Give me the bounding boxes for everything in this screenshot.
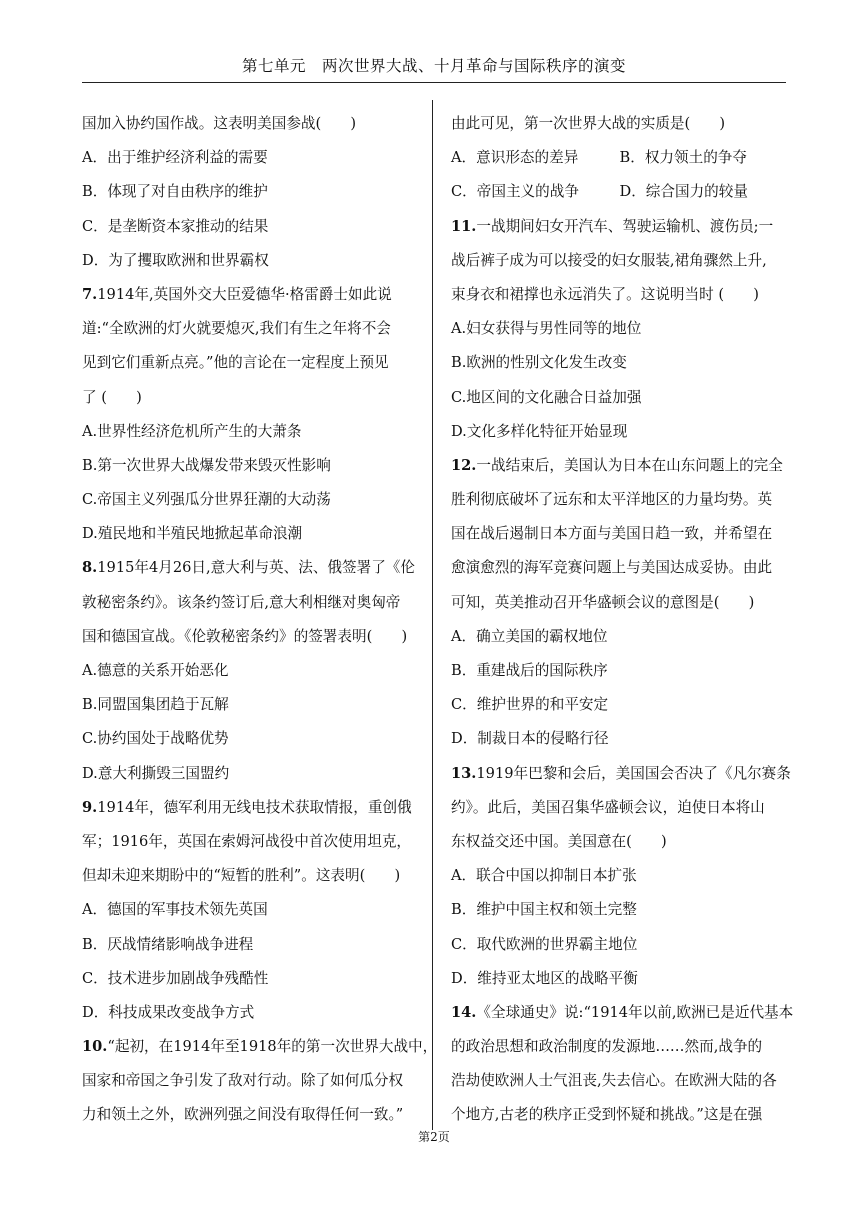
- line-text: B.欧洲的性别文化发生改变: [451, 354, 627, 372]
- left-text-line: [82, 415, 424, 449]
- line-text: A.德意的关系开始恶化: [82, 662, 229, 679]
- line-text: 但却未迎来期盼中的“短暂的胜利”。这表明( ): [82, 867, 401, 885]
- right-text-line: [451, 1064, 788, 1098]
- line-text: 战后裤子成为可以接受的妇女服装,裙角骤然上升,: [451, 251, 767, 269]
- line-text: D．维持亚太地区的战略平衡: [451, 969, 638, 987]
- line-text: 《全球通史》说:“1914年以前,欧洲已是近代基本: [476, 1003, 794, 1021]
- line-text: D.殖民地和半殖民地掀起革命浪潮: [82, 525, 303, 543]
- left-text-line: [82, 996, 424, 1030]
- line-text: 胜利彻底破坏了远东和太平洋地区的力量均势。英: [451, 491, 773, 509]
- line-text: A.妇女获得与男性同等的地位: [451, 320, 642, 338]
- left-text-line: [82, 654, 424, 688]
- page-header: 第七单元 两次世界大战、十月革命与国际秩序的演变: [241, 57, 626, 75]
- left-text-line: [82, 278, 424, 312]
- left-text-line: [82, 175, 424, 209]
- line-text: B．体现了对自由秩序的维护: [82, 183, 268, 201]
- line-text: C．技术进步加剧战争残酷性: [82, 969, 269, 987]
- question-number: 12.: [451, 456, 477, 474]
- line-text: 约》。此后，美国召集华盛顿会议，迫使日本将山: [451, 798, 765, 816]
- line-text: 东权益交还中国。美国意在( ): [451, 832, 667, 850]
- left-text-line: [82, 551, 424, 585]
- line-text: 了 ( ): [82, 388, 142, 406]
- line-text: A．确立美国的霸权地位: [451, 627, 608, 645]
- left-text-line: [82, 449, 424, 483]
- option-text: C．帝国主义的战争: [451, 183, 579, 201]
- right-text-line: [451, 551, 788, 585]
- question-number: 7.: [82, 285, 98, 303]
- line-text: 见到它们重新点亮。”他的言论在一定程度上预见: [82, 354, 389, 372]
- left-text-line: [82, 346, 424, 380]
- left-text-line: [82, 688, 424, 722]
- right-text-line: [451, 586, 788, 620]
- line-text: 浩劫使欧洲人士气沮丧,失去信心。在欧洲大陆的各: [451, 1072, 777, 1090]
- right-text-line: [451, 893, 788, 927]
- line-text: D.文化多样化特征开始显现: [451, 422, 628, 440]
- left-text-line: [82, 791, 424, 825]
- right-text-line: [451, 757, 791, 791]
- line-text: A.世界性经济危机所产生的大萧条: [82, 422, 302, 440]
- left-text-line: [82, 210, 424, 244]
- right-text-line: [451, 483, 788, 517]
- line-text: 由此可见，第一次世界大战的实质是( ): [451, 115, 726, 132]
- left-text-line: [82, 928, 424, 962]
- right-text-line: [451, 381, 788, 415]
- question-number: 13.: [451, 764, 477, 782]
- left-text-line: [82, 107, 424, 141]
- right-column: [451, 107, 794, 1133]
- left-text-line: [82, 586, 424, 620]
- right-text-line: [451, 722, 788, 756]
- left-text-line: [82, 962, 424, 996]
- line-text: 敦秘密条约》。该条约签订后,意大利相继对奥匈帝: [82, 593, 401, 611]
- left-text-line: [82, 893, 424, 927]
- right-text-line: [451, 517, 788, 551]
- line-text: 一战结束后，美国认为日本在山东问题上的完全: [476, 456, 783, 474]
- left-text-line: [82, 381, 424, 415]
- line-text: 愈演愈烈的海军竞赛问题上与美国达成妥协。由此: [451, 559, 773, 577]
- left-text-line: [82, 483, 424, 517]
- right-text-line: [451, 107, 788, 141]
- question-number: 11.: [451, 217, 477, 235]
- page-number: 第2页: [418, 1130, 450, 1144]
- line-text: D.意大利撕毁三国盟约: [82, 764, 230, 782]
- right-text-line: [451, 791, 788, 825]
- line-text: 1915年4月26日,意大利与英、法、俄签署了《伦: [97, 559, 415, 577]
- line-text: B．重建战后的国际秩序: [451, 662, 608, 679]
- left-text-line: [82, 244, 424, 278]
- line-text: 国在战后遏制日本方面与美国日趋一致，并希望在: [451, 525, 773, 543]
- option-text: B．权力领土的争夺: [619, 149, 747, 167]
- right-text-line: [451, 210, 788, 244]
- line-text: C.地区间的文化融合日益加强: [451, 388, 642, 406]
- line-text: C.协约国处于战略优势: [82, 730, 229, 748]
- question-number: 14.: [451, 1003, 477, 1021]
- question-number: 9.: [82, 798, 98, 816]
- left-text-line: [82, 312, 424, 346]
- right-text-line: [451, 825, 788, 859]
- right-text-line: [451, 449, 788, 483]
- line-text: A．德国的军事技术领先英国: [82, 901, 268, 919]
- line-text: 军；1916年，英国在索姆河战役中首次使用坦克，: [82, 832, 412, 850]
- left-text-line: [82, 620, 424, 654]
- right-text-line: [451, 244, 788, 278]
- line-text: C．取代欧洲的世界霸主地位: [451, 935, 638, 953]
- line-text: 1914年,英国外交大臣爱德华·格雷爵士如此说: [97, 285, 392, 303]
- line-text: 1914年，德军利用无线电技术获取情报，重创俄: [97, 798, 412, 816]
- line-text: 束身衣和裙撑也永远消失了。这说明当时 ( ): [451, 285, 759, 303]
- right-text-line: [451, 620, 788, 654]
- option-text: D．综合国力的较量: [619, 183, 748, 201]
- left-text-line: [82, 859, 424, 893]
- line-text: 1919年巴黎和会后，美国国会否决了《凡尔赛条: [476, 764, 791, 782]
- right-text-line: [451, 415, 788, 449]
- right-text-line: [451, 928, 788, 962]
- question-number: 8.: [82, 559, 98, 577]
- line-text: B．维护中国主权和领土完整: [451, 901, 637, 919]
- header-rule: [82, 82, 786, 83]
- line-text: 的政治思想和政治制度的发源地……然而,战争的: [451, 1038, 763, 1056]
- right-text-line: [451, 141, 788, 175]
- right-text-line: [451, 654, 788, 688]
- option-text: A．意识形态的差异: [451, 149, 579, 167]
- right-text-line: [451, 688, 788, 722]
- left-text-line: [82, 825, 424, 859]
- column-divider: [432, 100, 433, 1130]
- left-column: [82, 107, 438, 1133]
- left-text-line: [82, 1064, 424, 1098]
- line-text: “起初，在1914年至1918年的第一次世界大战中，: [107, 1038, 438, 1056]
- line-text: 可知，英美推动召开华盛顿会议的意图是( ): [451, 593, 755, 611]
- line-text: A．出于维护经济利益的需要: [82, 149, 268, 167]
- line-text: 一战期间妇女开汽车、驾驶运输机、渡伤员;一: [476, 217, 774, 235]
- line-text: 国家和帝国之争引发了敌对行动。除了如何瓜分权: [82, 1072, 404, 1090]
- right-text-line: [451, 996, 794, 1030]
- left-text-line: [82, 1030, 438, 1064]
- right-text-line: [451, 859, 788, 893]
- line-text: 道:“全欧洲的灯火就要熄灭,我们有生之年将不会: [82, 320, 391, 338]
- left-text-line: [82, 722, 424, 756]
- right-text-line: [451, 346, 788, 380]
- right-text-line: [451, 962, 788, 996]
- line-text: C．是垄断资本家推动的结果: [82, 217, 269, 235]
- line-text: 个地方,古老的秩序正受到怀疑和挑战。”这是在强: [451, 1106, 763, 1124]
- line-text: 国和德国宣战。《伦敦秘密条约》的签署表明( ): [82, 627, 408, 645]
- line-text: D．为了攫取欧洲和世界霸权: [82, 251, 269, 269]
- line-text: D．制裁日本的侵略行径: [451, 730, 609, 748]
- left-text-line: [82, 757, 424, 791]
- line-text: A．联合中国以抑制日本扩张: [451, 867, 637, 885]
- right-text-line: [451, 312, 788, 346]
- left-text-line: [82, 141, 424, 175]
- line-text: 国加入协约国作战。这表明美国参战( ): [82, 115, 357, 132]
- right-text-line: [451, 278, 788, 312]
- line-text: 力和领土之外，欧洲列强之间没有取得任何一致。”: [82, 1106, 404, 1124]
- left-text-line: [82, 517, 424, 551]
- line-text: D．科技成果改变战争方式: [82, 1003, 255, 1021]
- line-text: B.同盟国集团趋于瓦解: [82, 696, 229, 714]
- question-number: 10.: [82, 1038, 108, 1056]
- right-text-line: [451, 1030, 788, 1064]
- right-text-line: [451, 175, 788, 209]
- line-text: B.第一次世界大战爆发带来毁灭性影响: [82, 456, 331, 474]
- line-text: C.帝国主义列强瓜分世界狂潮的大动荡: [82, 491, 331, 509]
- line-text: B．厌战情绪影响战争进程: [82, 935, 254, 953]
- line-text: C．维护世界的和平安定: [451, 696, 609, 714]
